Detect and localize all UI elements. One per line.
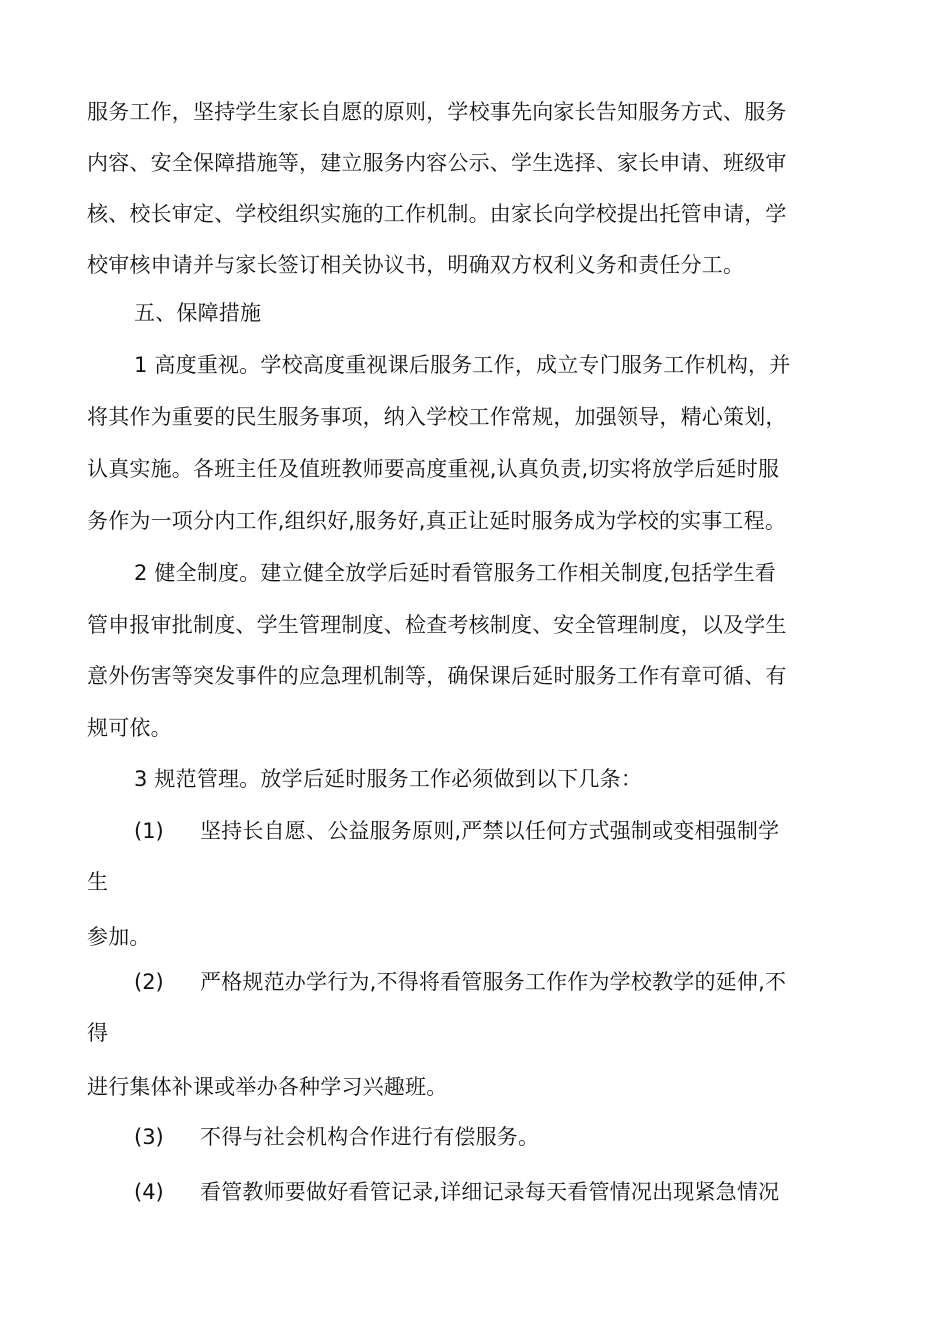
paragraph-line: 1 高度重视。学校高度重视课后服务工作，成立专门服务工作机构，并 xyxy=(134,353,791,377)
paragraph-line: 校审核申请并与家长签订相关协议书，明确双方权利义务和责任分工。 xyxy=(87,253,745,277)
paragraph-line: 管申报审批制度、学生管理制度、检查考核制度、安全管理制度，以及学生 xyxy=(87,613,787,637)
paragraph-line: 2 健全制度。建立健全放学后延时看管服务工作相关制度,包括学生看 xyxy=(134,561,777,585)
paragraph-line: 认真实施。各班主任及值班教师要高度重视,认真负责,切实将放学后延时服 xyxy=(87,457,780,481)
paragraph-line: 服务工作，坚持学生家长自愿的原则，学校事先向家长告知服务方式、服务 xyxy=(87,100,787,124)
paragraph-line: 参加。 xyxy=(87,925,151,949)
list-item-text: 看管教师要做好看管记录,详细记录每天看管情况出现紧急情况 xyxy=(200,1180,780,1204)
paragraph-line: 核、校长审定、学校组织实施的工作机制。由家长向学校提出托管申请，学 xyxy=(87,202,787,226)
paragraph-line: 将其作为重要的民生服务事项，纳入学校工作常规，加强领导，精心策划， xyxy=(87,405,787,429)
paragraph-line: 内容、安全保障措施等，建立服务内容公示、学生选择、家长申请、班级审 xyxy=(87,151,787,175)
list-item-number: (3) xyxy=(134,1125,164,1149)
list-item-number: (2) xyxy=(134,970,164,994)
section-heading: 五、保障措施 xyxy=(134,301,262,325)
paragraph-line: 得 xyxy=(87,1021,109,1045)
list-item-text: 不得与社会机构合作进行有偿服务。 xyxy=(200,1125,540,1149)
paragraph-line: 生 xyxy=(87,870,109,894)
paragraph-line: 进行集体补课或举办各种学习兴趣班。 xyxy=(87,1075,448,1099)
list-item-text: 坚持长自愿、公益服务原则,严禁以任何方式强制或变相强制学 xyxy=(200,819,780,843)
list-item-number: (4) xyxy=(134,1180,164,1204)
list-item-text: 严格规范办学行为,不得将看管服务工作作为学校教学的延伸,不 xyxy=(200,970,787,994)
list-item-number: (1) xyxy=(134,819,164,843)
paragraph-line: 意外伤害等突发事件的应急理机制等，确保课后延时服务工作有章可循、有 xyxy=(87,664,787,688)
paragraph-line: 务作为一项分内工作,组织好,服务好,真正让延时服务成为学校的实事工程。 xyxy=(87,509,787,533)
paragraph-line: 规可依。 xyxy=(87,716,172,740)
paragraph-line: 3 规范管理。放学后延时服务工作必须做到以下几条： xyxy=(134,767,643,791)
